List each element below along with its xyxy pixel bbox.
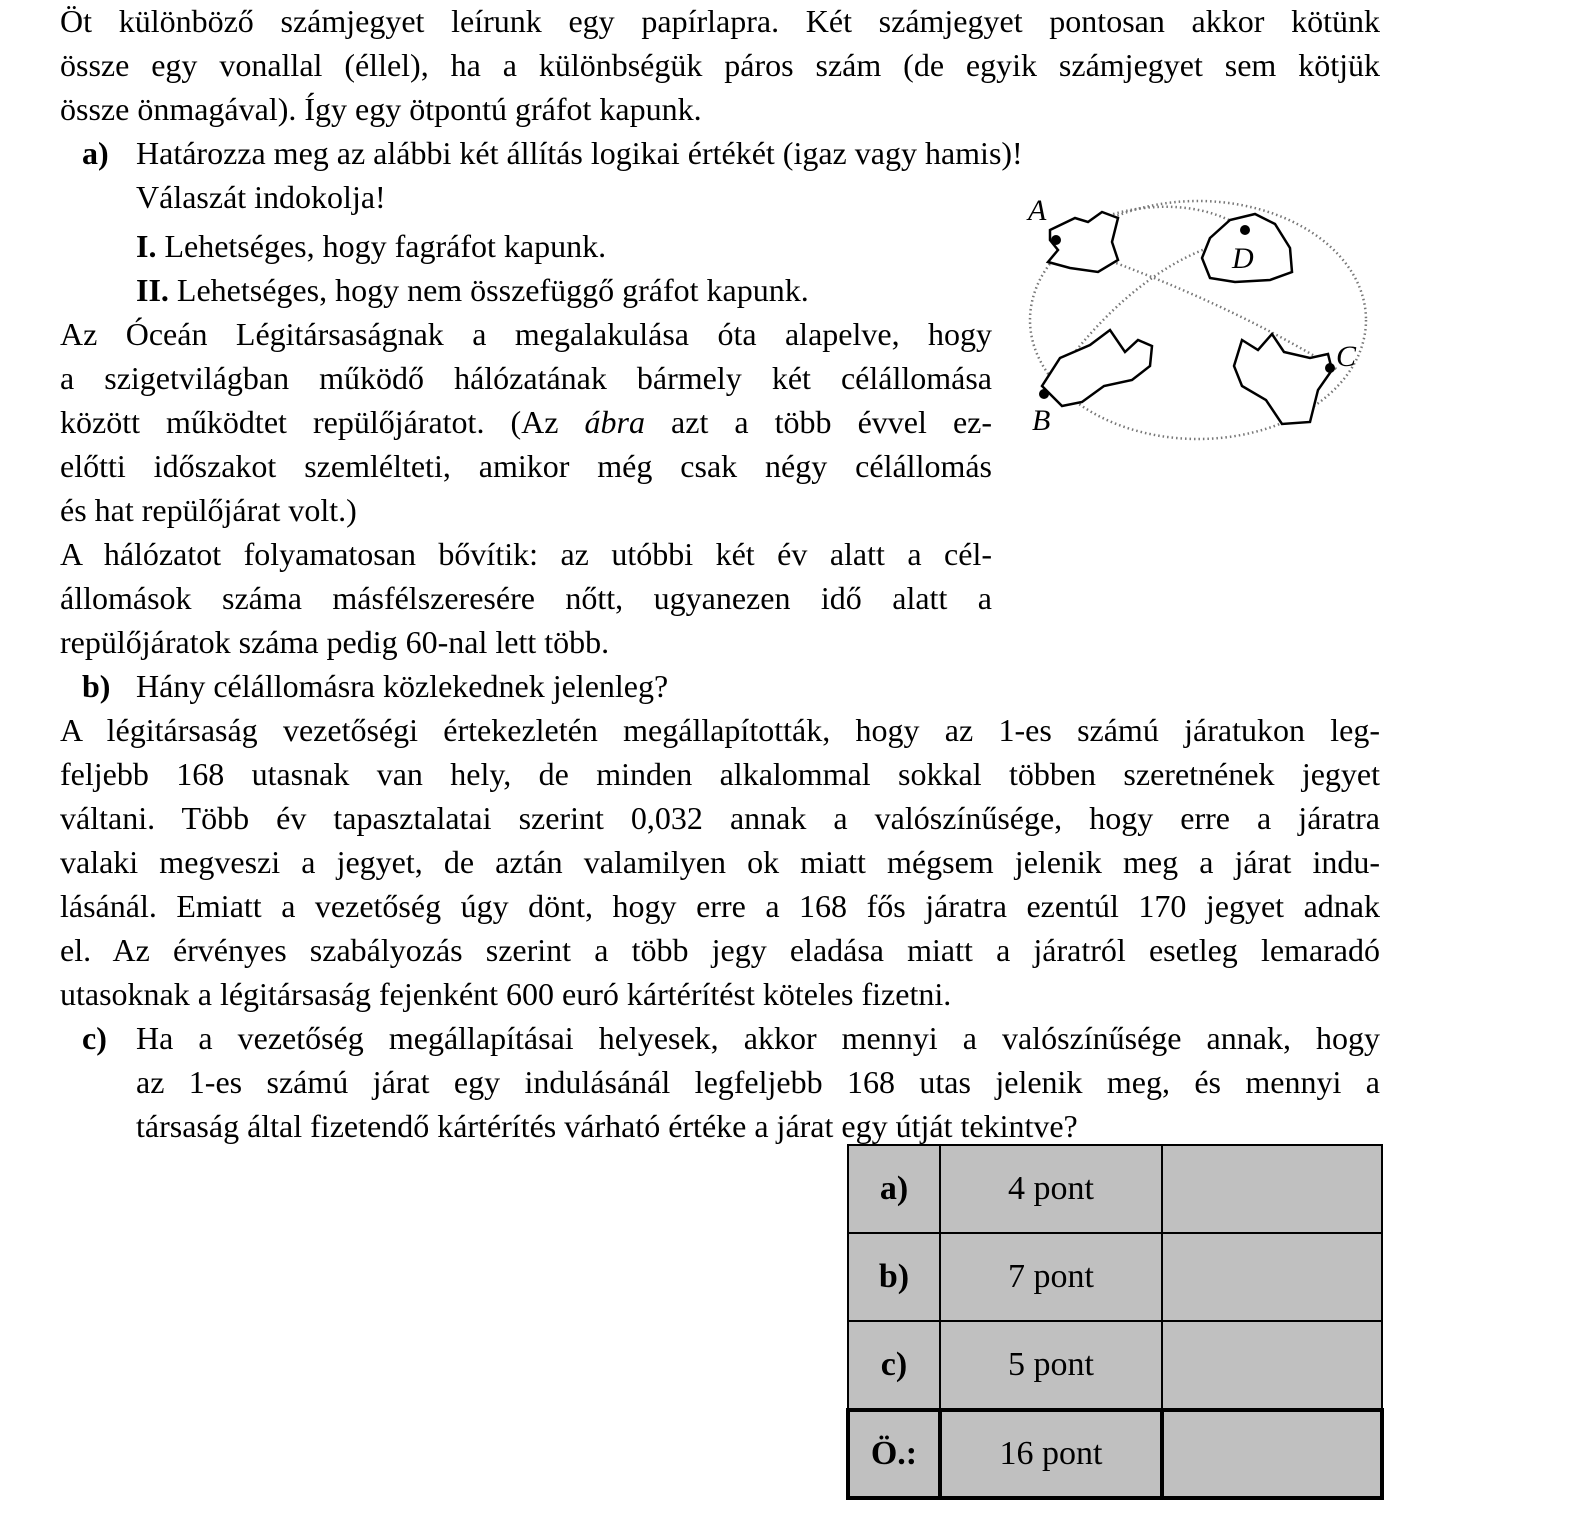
score-earned-total — [1162, 1410, 1382, 1498]
meeting-line-5: lásánál. Emiatt a vezetőség úgy dönt, hogy erre a 168 fős járatra ezentúl 170 jegyet adnak — [60, 888, 1380, 924]
intro-line-2: össze egy vonallal (éllel), ha a különbségük páros szám (de egyik számjegyet sem kötjük — [60, 47, 1380, 83]
part-b-label: b) — [82, 668, 111, 704]
score-row-a — [848, 1145, 1382, 1233]
score-row-c — [848, 1321, 1382, 1410]
meeting-line-6: el. Az érvényes szabályozás szerint a több jegy eladása miatt a járatról esetleg lemaradó — [60, 932, 1380, 968]
airline-line-5: és hat repülőjárat volt.) — [60, 492, 357, 528]
intro-line-3: össze önmagával). Így egy ötpontú gráfot kapunk. — [60, 91, 702, 127]
score-points-b: 7 pont — [940, 1233, 1162, 1321]
airline-line-2: a szigetvilágban működő hálózatának bármely két célállomása — [60, 360, 992, 396]
node-c — [1325, 363, 1335, 373]
airline-line-3 — [60, 401, 992, 444]
node-a — [1051, 235, 1061, 245]
statement-1-number: I. — [136, 228, 157, 264]
part-a-label: a) — [82, 135, 109, 171]
airline-line-8: repülőjáratok száma pedig 60-nal lett több. — [60, 624, 610, 660]
statement-2-number: II. — [136, 272, 169, 308]
meeting-line-2: feljebb 168 utasnak van hely, de minden alkalommal sokkal többen szeretnének jegyet — [60, 756, 1380, 792]
part-c-label: c) — [82, 1020, 107, 1056]
score-part-c: c) — [848, 1321, 940, 1410]
score-earned-c — [1162, 1321, 1382, 1410]
part-c-line-1: Ha a vezetőség megállapításai helyesek, akkor mennyi a valószínűsége annak, hogy — [136, 1020, 1380, 1056]
score-points-a: 4 pont — [940, 1145, 1162, 1233]
statement-2-text: Lehetséges, hogy nem összefüggő gráfot kapunk. — [168, 272, 809, 308]
statement-2 — [136, 269, 809, 312]
score-part-b: b) — [848, 1233, 940, 1321]
score-earned-b — [1162, 1233, 1382, 1321]
airline-line-7: állomások száma másfélszeresére nőtt, ugyanezen idő alatt a — [60, 580, 992, 616]
part-a-line-1: Határozza meg az alábbi két állítás logikai értékét (igaz vagy hamis)! — [136, 135, 1023, 171]
score-earned-a — [1162, 1145, 1382, 1233]
score-row-total — [848, 1410, 1382, 1498]
statement-1-text: Lehetséges, hogy fagráfot kapunk. — [156, 228, 607, 264]
label-c: C — [1336, 340, 1357, 373]
intro-line-1: Öt különböző számjegyet leírunk egy papírlapra. Két számjegyet pontosan akkor kötünk — [60, 3, 1380, 39]
airline-line-6: A hálózatot folyamatosan bővítik: az utóbbi két év alatt a cél- — [60, 536, 992, 572]
label-a: A — [1028, 194, 1047, 227]
node-b — [1039, 389, 1049, 399]
part-c-line-2: az 1-es számú járat egy indulásánál legfeljebb 168 utas jelenik meg, és mennyi a — [136, 1064, 1380, 1100]
part-a-line-2: Válaszát indokolja! — [136, 179, 386, 215]
island-network-figure — [1020, 190, 1380, 450]
airline-line-4: előtti időszakot szemlélteti, amikor még csak négy célállomás — [60, 448, 992, 484]
node-d — [1240, 225, 1250, 235]
label-b: B — [1032, 404, 1051, 437]
island-b — [1042, 330, 1152, 406]
score-points-total: 16 pont — [940, 1410, 1162, 1498]
score-table — [846, 1144, 1384, 1500]
score-part-a: a) — [848, 1145, 940, 1233]
score-part-total: Ö.: — [848, 1410, 940, 1498]
score-row-b — [848, 1233, 1382, 1321]
meeting-line-3: váltani. Több év tapasztalatai szerint 0,032 annak a valószínűsége, hogy erre a járatra — [60, 800, 1380, 836]
airline-line-3-italic: ábra — [584, 404, 645, 440]
island-c — [1234, 334, 1332, 424]
airline-line-3-post: azt a több évvel ez- — [644, 404, 993, 440]
airline-line-3-pre: között működtet repülőjáratot. (Az — [60, 404, 585, 440]
part-c-line-3: társaság által fizetendő kártérítés várható értéke a járat egy útját tekintve? — [136, 1108, 1078, 1144]
meeting-line-4: valaki megveszi a jegyet, de aztán valamilyen ok miatt mégsem jelenik meg a járat indu- — [60, 844, 1380, 880]
score-points-c: 5 pont — [940, 1321, 1162, 1410]
airline-line-1: Az Óceán Légitársaságnak a megalakulása óta alapelve, hogy — [60, 316, 992, 352]
part-b-text: Hány célállomásra közlekednek jelenleg? — [136, 668, 669, 704]
meeting-line-7: utasoknak a légitársaság fejenként 600 euró kártérítést köteles fizetni. — [60, 976, 952, 1012]
statement-1 — [136, 225, 606, 268]
label-d: D — [1232, 242, 1254, 275]
meeting-line-1: A légitársaság vezetőségi értekezletén megállapították, hogy az 1-es számú járatukon leg- — [60, 712, 1380, 748]
